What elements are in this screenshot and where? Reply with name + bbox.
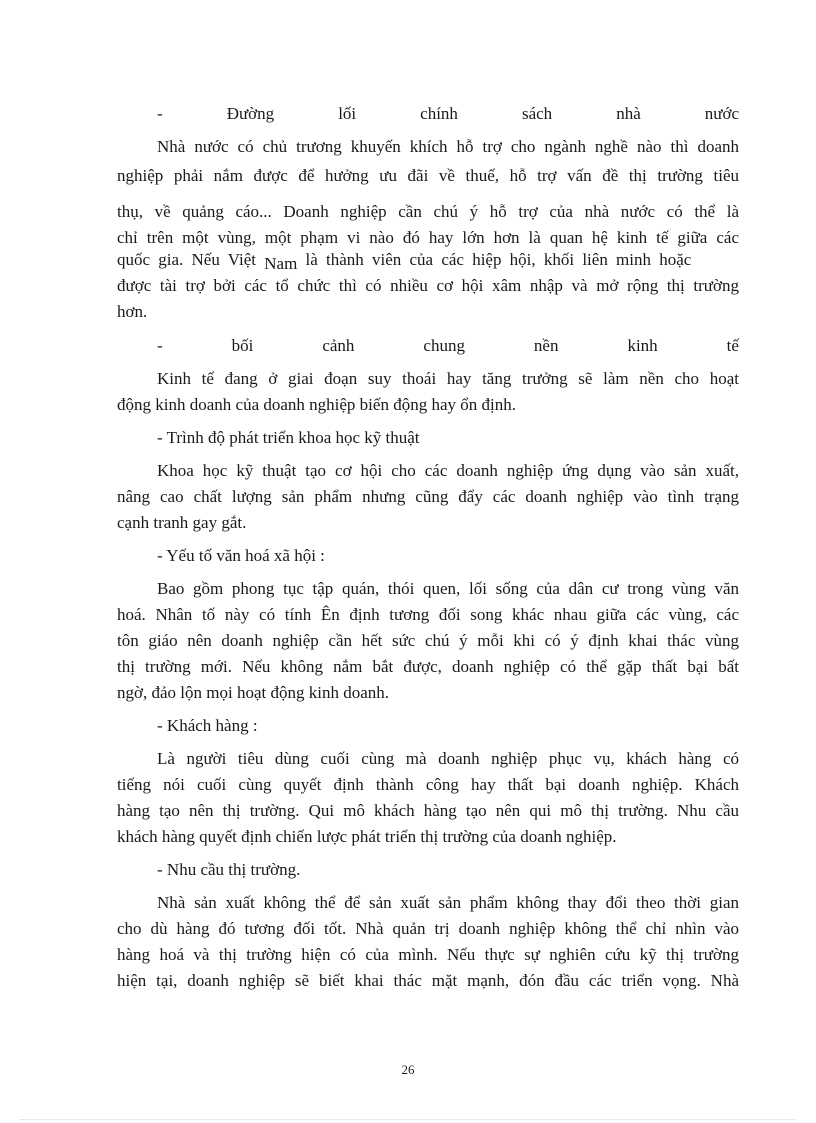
heading-word: chung (423, 336, 465, 355)
text-line: Nhà nước có chủ trương khuyến khích hỗ trợ cho ngành nghề nào thì doanh (157, 137, 739, 156)
text-line: hơn. (117, 302, 148, 321)
text-line: động kinh doanh của doanh nghiệp biến động hay ổn định. (117, 395, 516, 414)
text-line: nghiệp phải nắm được để hưởng ưu đãi về thuế, hỗ trợ vấn đề thị trường tiêu (117, 166, 739, 185)
page-number: 26 (401, 1062, 415, 1077)
text-line (117, 249, 739, 271)
heading-word: tế (726, 336, 739, 355)
text-line: Bao gồm phong tục tập quán, thói quen, lối sống của dân cư trong vùng văn (157, 579, 739, 598)
page-bottom-divider (20, 1119, 796, 1120)
text-line: ngờ, đảo lộn mọi hoạt động kinh doanh. (117, 683, 389, 702)
text-fragment: là thành viên của các hiệp hội, khối liên minh hoặc (305, 250, 692, 269)
text-line: Nhà sản xuất không thể để sản xuất sản phẩm không thay đổi theo thời gian (157, 893, 739, 912)
heading-duong-loi (157, 103, 739, 125)
text-line: hàng tạo nên thị trường. Qui mô khách hàng tạo nên qui mô thị trường. Nhu cầu (117, 801, 739, 820)
text-line: Kinh tế đang ở giai đoạn suy thoái hay tăng trưởng sẽ làm nền cho hoạt (157, 369, 739, 388)
heading-word: lối (338, 104, 357, 123)
heading-word: nước (704, 104, 739, 123)
heading-nhu-cau: - Nhu cầu thị trường. (157, 860, 301, 879)
text-line: tôn giáo nên doanh nghiệp cần hết sức chú ý mỗi khi có ý định khai thác vùng (117, 631, 739, 650)
heading-word: sách (521, 104, 553, 123)
heading-word: nền (533, 336, 559, 355)
text-line: khách hàng quyết định chiến lược phát triển thị trường của doanh nghiệp. (117, 827, 617, 846)
heading-word: kinh (627, 336, 658, 355)
text-line: cạnh tranh gay gắt. (117, 513, 247, 532)
text-line: hiện tại, doanh nghiệp sẽ biết khai thác mặt mạnh, đón đầu các triển vọng. Nhà (117, 971, 739, 990)
heading-van-hoa: - Yếu tố văn hoá xã hội : (157, 546, 325, 565)
heading-boi-canh (157, 335, 739, 357)
heading-word: - (157, 104, 163, 123)
heading-khach-hang: - Khách hàng : (157, 716, 258, 735)
text-fragment: quốc gia. Nếu Việt (117, 250, 257, 269)
text-line: hoá. Nhân tố này có tính Ên định tương đối song khác nhau giữa các vùng, các (117, 605, 739, 624)
text-line: cho dù hàng đó tương đối tốt. Nhà quản trị doanh nghiệp không thể chỉ nhìn vào (117, 919, 739, 938)
text-line: tiếng nói cuối cùng quyết định thành công hay thất bại doanh nghiệp. Khách (117, 775, 739, 794)
text-line: Là người tiêu dùng cuối cùng mà doanh nghiệp phục vụ, khách hàng có (157, 749, 739, 768)
heading-word: - (157, 336, 163, 355)
text-line: thụ, về quảng cáo... Doanh nghiệp cần chú ý hỗ trợ của nhà nước có thể là (117, 202, 739, 221)
text-fragment-lowered: Nam (264, 254, 298, 273)
text-line: Khoa học kỹ thuật tạo cơ hội cho các doanh nghiệp ứng dụng vào sản xuất, (157, 461, 739, 480)
heading-word: cảnh (322, 336, 355, 355)
text-line: chỉ trên một vùng, một phạm vi nào đó hay lớn hơn là quan hệ kinh tế giữa các (117, 228, 739, 247)
heading-word: nhà (616, 104, 641, 123)
heading-word: chính (420, 104, 458, 123)
text-line: được tài trợ bởi các tổ chức thì có nhiều cơ hội xâm nhập và mở rộng thị trường (117, 276, 739, 295)
text-line: nâng cao chất lượng sản phẩm nhưng cũng đẩy các doanh nghiệp vào tình trạng (117, 487, 739, 506)
text-line: thị trường mới. Nếu không nắm bắt được, doanh nghiệp có thể gặp thất bại bất (117, 657, 739, 676)
heading-word: bối (231, 336, 254, 355)
heading-trinh-do: - Trình độ phát triển khoa học kỹ thuật (157, 428, 420, 447)
heading-word: Đường (226, 104, 275, 123)
text-line: hàng hoá và thị trường hiện có của mình. Nếu thực sự nghiên cứu kỹ thị trường (117, 945, 739, 964)
